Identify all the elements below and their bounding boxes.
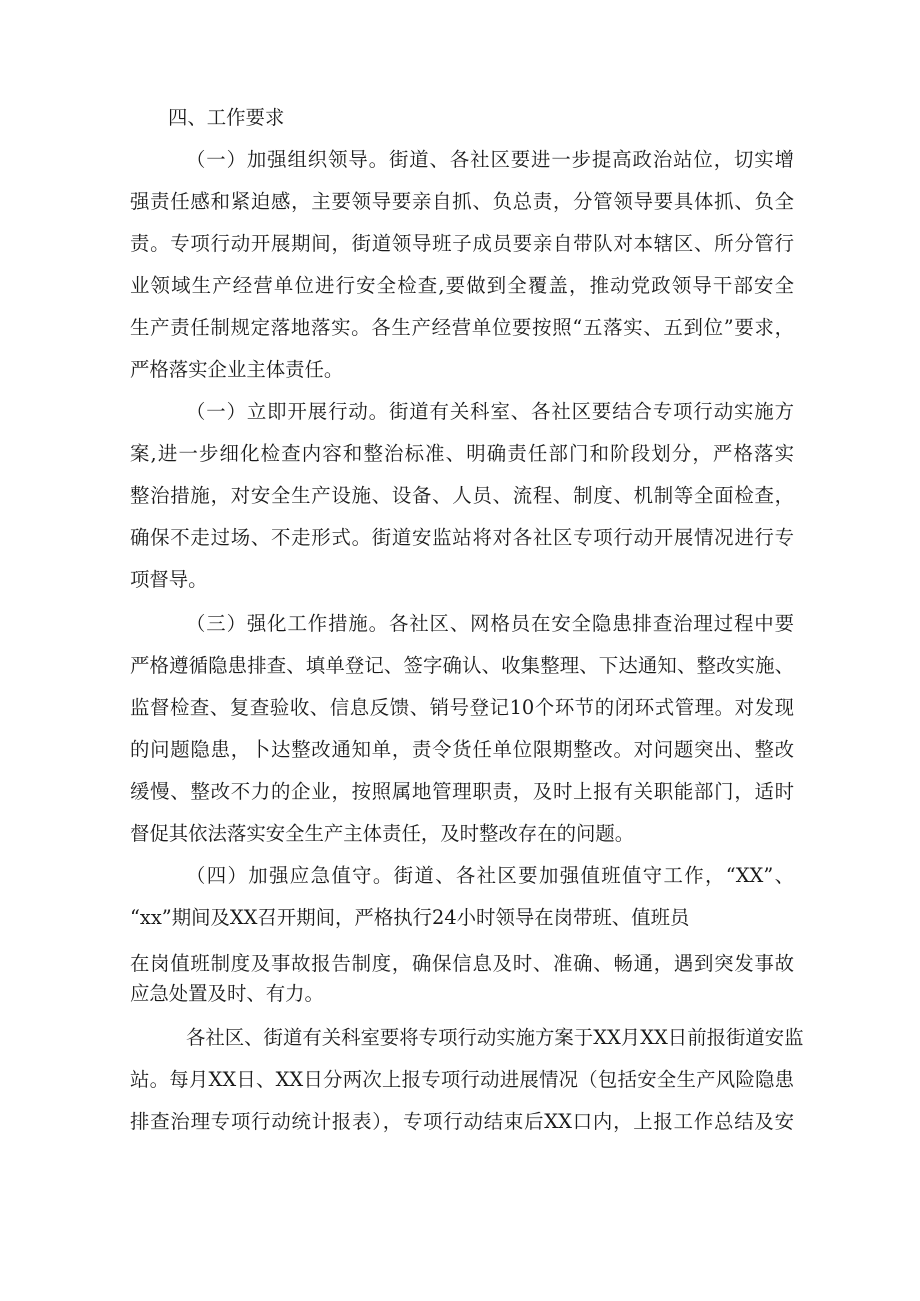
paragraph-line: 站。每月XX日、XX日分两次上报专项行动进展情况（包括安全生产风险隐患 xyxy=(130,1068,794,1091)
paragraph-line: （一）加强组织领导。街道、各社区要进一步提高政治站位，切实增 xyxy=(186,148,794,171)
paragraph-line: 排查治理专项行动统计报表），专项行动结束后XX口内，上报工作总结及安 xyxy=(130,1110,794,1133)
paragraph-line: （四）加强应急值守。街道、各社区要加强值班值守工作，“XX”、 xyxy=(186,864,794,887)
paragraph-line: 各社区、街道有关科室要将专项行动实施方案于XX月XX日前报街道安监 xyxy=(186,1026,804,1049)
paragraph-line: （三）强化工作措施。各社区、网格员在安全隐患排查治理过程中要 xyxy=(186,612,794,635)
paragraph-line: 应急处置及时、有力。 xyxy=(130,982,324,1005)
paragraph-line: （一）立即开展行动。街道有关科室、各社区要结合专项行动实施方 xyxy=(186,400,794,423)
paragraph-line: 整治措施，对安全生产设施、设备、人员、流程、制度、机制等全面检查， xyxy=(130,484,794,507)
paragraph-line: “xx”期间及XX召开期间，严格执行24小时领导在岗带班、值班员 xyxy=(130,906,690,929)
paragraph-line: 责。专项行动开展期间，街道领导班子成员要亲自带队对本辖区、所分管行 xyxy=(130,232,794,255)
paragraph-line: 项督导。 xyxy=(130,568,208,591)
paragraph-line: 监督检查、复查验收、信息反馈、销号登记10个环节的闭环式管理。对发现 xyxy=(130,696,794,719)
paragraph-line: 强责任感和紧迫感，主要领导要亲自抓、负总责，分管领导要具体抓、负全 xyxy=(130,190,794,213)
paragraph-line: 督促其依法落实安全生产主体责任，及时整改存在的问题。 xyxy=(130,822,635,845)
paragraph-line: 严格落实企业主体责任。 xyxy=(130,358,344,381)
paragraph-line: 的问题隐患，卜达整改通知单，责令货任单位限期整改。对问题突出、整改 xyxy=(130,738,794,761)
paragraph-line: 严格遵循隐患排查、填单登记、签字确认、收集整理、下达通知、整改实施、 xyxy=(130,654,794,677)
paragraph-line: 缓慢、整改不力的企业，按照属地管理职责，及时上报有关职能部门，适时 xyxy=(130,780,794,803)
paragraph-line: 案,进一步细化检查内容和整治标准、明确责任部门和阶段划分，严格落实 xyxy=(130,442,794,465)
paragraph-line: 生产责任制规定落地落实。各生产经营单位要按照“五落实、五到位”要求， xyxy=(130,316,794,339)
section-heading: 四、工作要求 xyxy=(168,106,285,129)
paragraph-line: 确保不走过场、不走形式。街道安监站将对各社区专项行动开展情况进行专 xyxy=(130,526,794,549)
paragraph-line: 业领域生产经营单位进行安全检查,要做到全覆盖，推动党政领导干部安全 xyxy=(130,274,794,297)
paragraph-line: 在岗值班制度及事故报告制度，确保信息及时、准确、畅通，遇到突发事故 xyxy=(130,952,794,975)
